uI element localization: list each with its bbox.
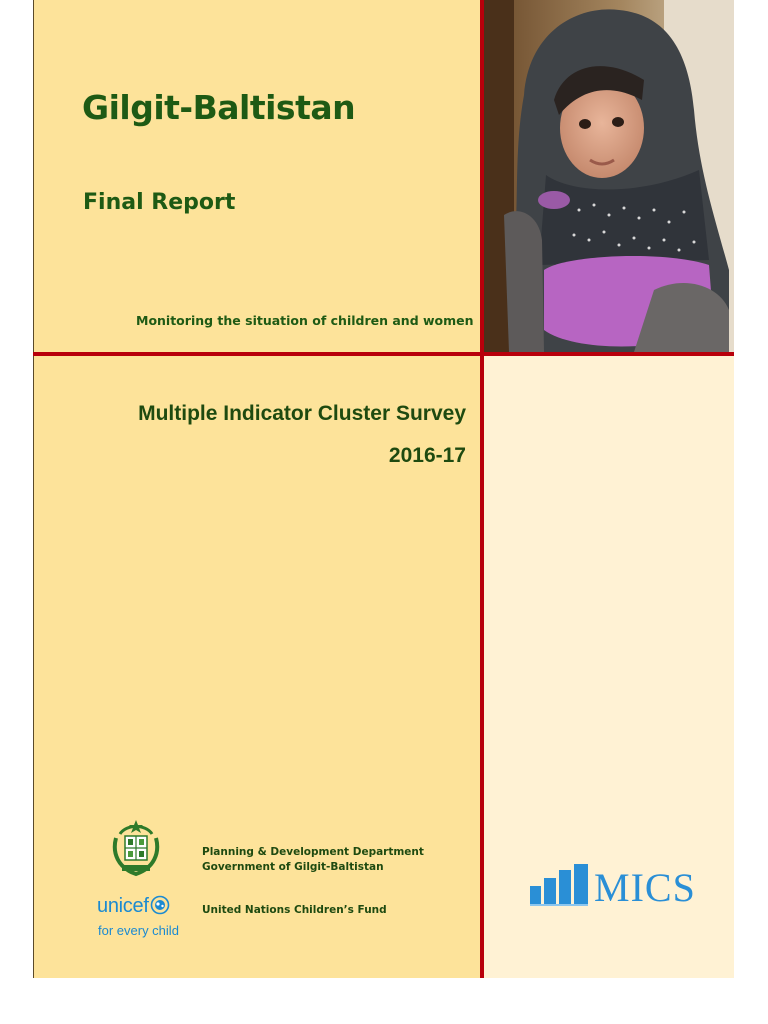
horizontal-divider xyxy=(33,352,734,356)
report-subtitle: Final Report xyxy=(83,190,236,215)
report-title: Gilgit-Baltistan xyxy=(82,88,356,127)
unicef-globe-icon xyxy=(150,895,170,915)
cover-photo xyxy=(484,0,734,352)
planning-department-line1: Planning & Development Department xyxy=(202,846,424,858)
report-tagline: Monitoring the situation of children and women xyxy=(136,313,474,328)
government-emblem-icon xyxy=(108,818,164,880)
vertical-divider xyxy=(480,0,484,978)
unicef-tagline: for every child xyxy=(98,923,179,938)
mics-logo xyxy=(528,862,696,910)
mics-bars-icon xyxy=(528,862,592,908)
planning-department-line2: Government of Gilgit-Baltistan xyxy=(202,861,384,873)
survey-name: Multiple Indicator Cluster Survey xyxy=(138,402,466,425)
planning-department-text xyxy=(202,845,424,875)
unicef-logo xyxy=(97,895,179,938)
survey-year: 2016-17 xyxy=(388,444,466,467)
unicef-full-name: United Nations Children’s Fund xyxy=(202,904,387,916)
mics-wordmark: MICS xyxy=(594,865,696,910)
unicef-wordmark: unicef xyxy=(97,895,149,917)
